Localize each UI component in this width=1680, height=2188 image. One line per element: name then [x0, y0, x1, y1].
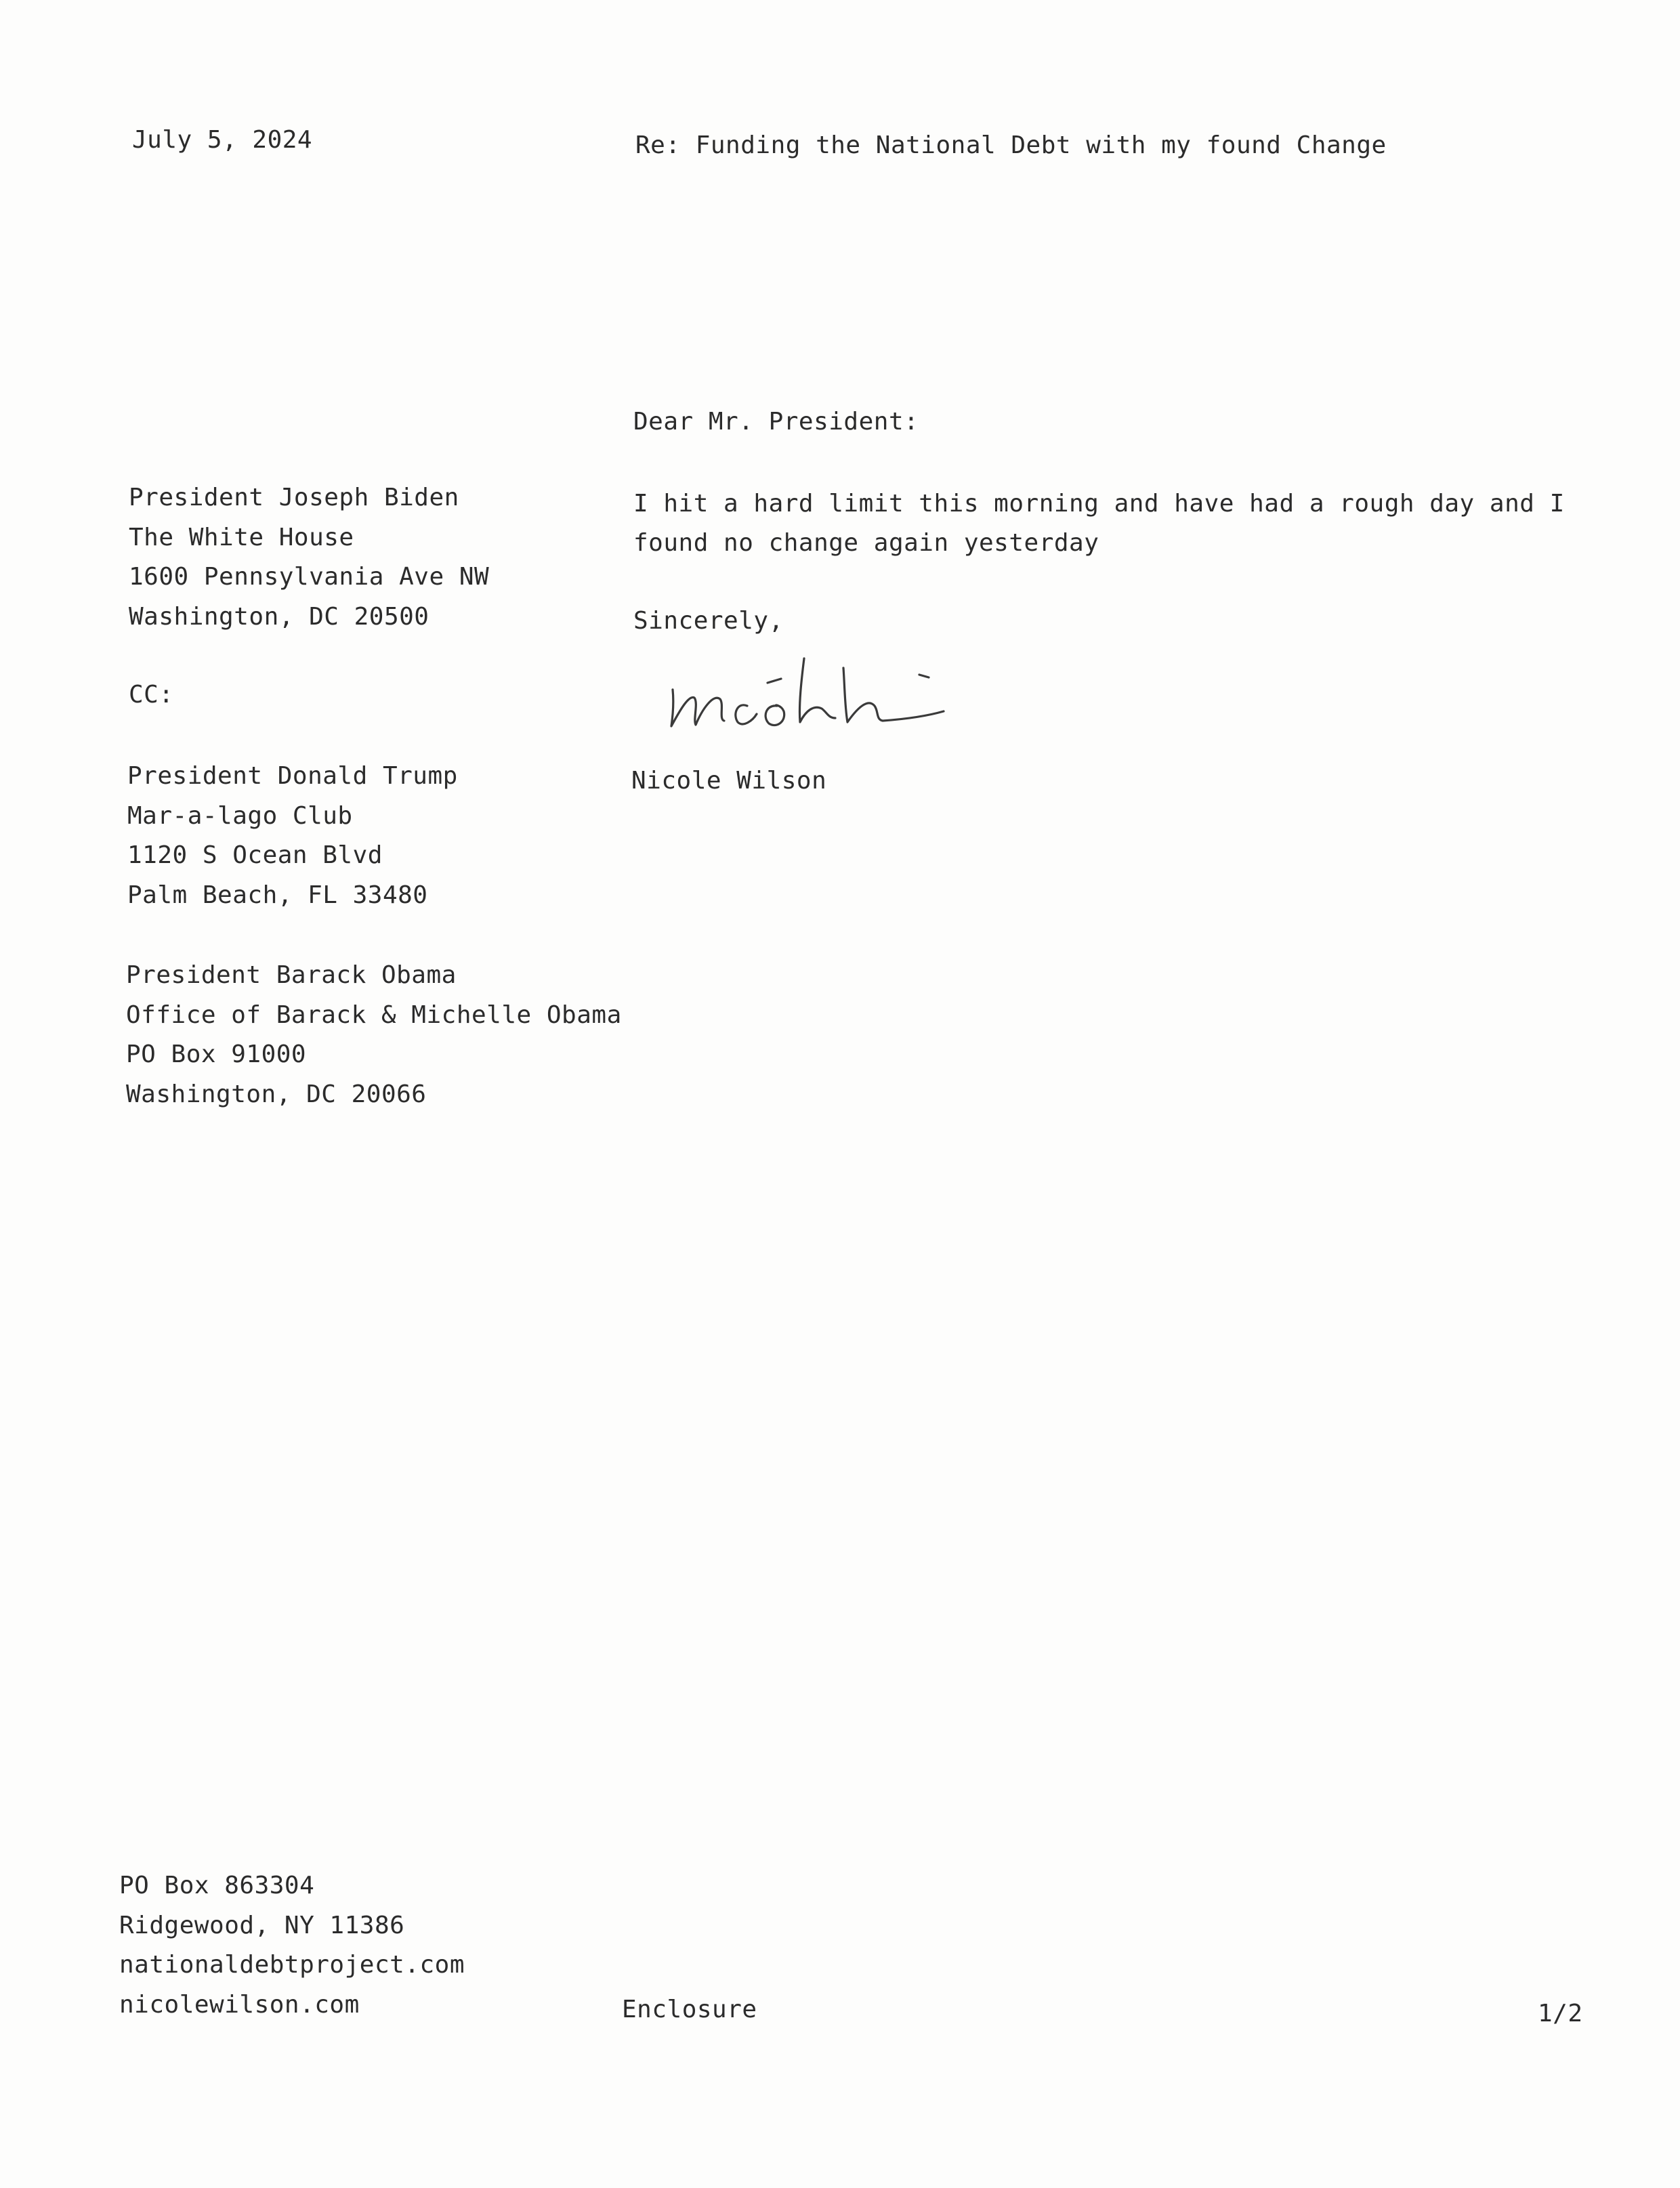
address-line: The White House: [129, 523, 354, 551]
address-line: Washington, DC 20066: [126, 1080, 427, 1108]
address-line: Office of Barack & Michelle Obama: [126, 1001, 622, 1029]
address-line: Mar-a-lago Club: [127, 801, 353, 830]
address-line: 1600 Pennsylvania Ave NW: [129, 563, 490, 591]
cc-recipient-address: [127, 757, 458, 915]
page-number: 1/2: [1538, 2000, 1583, 2027]
letter-subject: Re: Funding the National Debt with my found Change: [635, 131, 1387, 159]
cc-recipient-address: [126, 956, 622, 1114]
sender-address: [119, 1866, 465, 2025]
address-line: 1120 S Ocean Blvd: [127, 841, 383, 869]
address-line: PO Box 91000: [126, 1040, 307, 1068]
cc-label: CC:: [129, 681, 174, 709]
salutation: Dear Mr. President:: [633, 408, 919, 436]
address-line: nationaldebtproject.com: [119, 1951, 465, 1979]
recipient-address: [129, 478, 489, 637]
address-line: Ridgewood, NY 11386: [119, 1911, 405, 1939]
address-line: President Donald Trump: [127, 762, 458, 790]
address-line: PO Box 863304: [119, 1872, 315, 1899]
letter-body: I hit a hard limit this morning and have had a rough day and I found no change again yesterday: [633, 490, 1565, 557]
address-line: Washington, DC 20500: [129, 602, 429, 631]
closing: Sincerely,: [633, 607, 784, 635]
address-line: nicolewilson.com: [119, 1990, 360, 2019]
address-line: President Barack Obama: [126, 961, 457, 989]
signature-name: Nicole Wilson: [631, 767, 827, 795]
letter-date: July 5, 2024: [132, 126, 313, 154]
address-line: President Joseph Biden: [129, 484, 459, 511]
address-line: Palm Beach, FL 33480: [127, 881, 428, 909]
handwritten-signature-icon: [660, 644, 979, 745]
enclosure-label: Enclosure: [622, 1996, 757, 2023]
